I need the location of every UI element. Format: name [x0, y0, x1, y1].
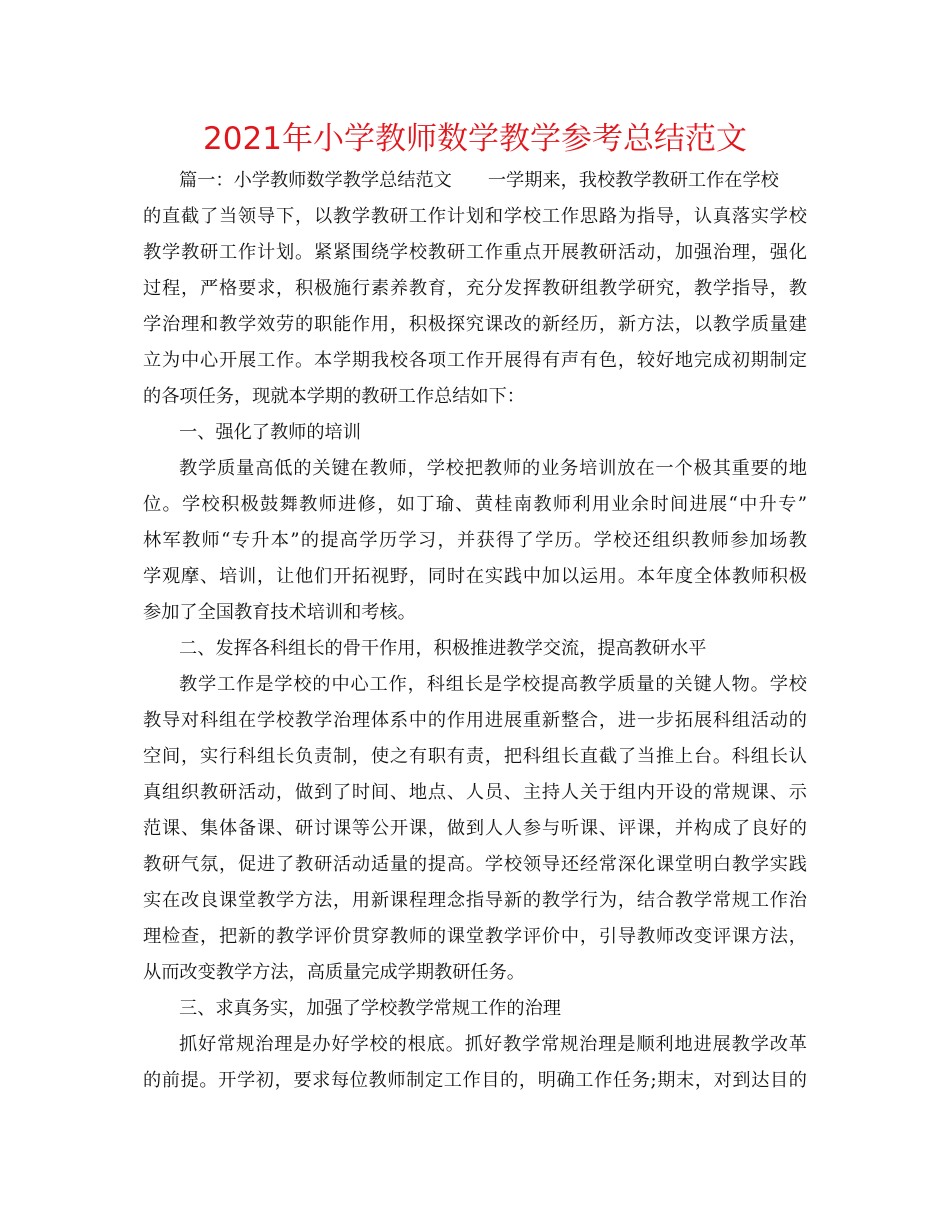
paragraph-line: 教学质量高低的关键在教师，学校把教师的业务培训放在一个极其重要的地 [179, 458, 807, 479]
paragraph-line: 教学工作是学校的中心工作，科组长是学校提高教学质量的关键人物。学校 [179, 674, 807, 695]
paragraph-line: 位。学校积极鼓舞教师进修，如丁瑜、黄桂南教师利用业余时间进展“中升专” [143, 494, 807, 515]
paragraph-line: 参加了全国教育技术培训和考核。 [143, 602, 416, 623]
paragraph-line: 过程，严格要求，积极施行素养教育，充分发挥教研组教学研究，教学指导，教 [143, 278, 807, 299]
paragraph-line: 空间，实行科组长负责制，使之有职有责，把科组长直截了当推上台。科组长认 [143, 746, 807, 767]
paragraph-line: 立为中心开展工作。本学期我校各项工作开展得有声有色，较好地完成初期制定 [143, 350, 807, 371]
paragraph-line: 的各项任务，现就本学期的教研工作总结如下： [143, 386, 525, 407]
paragraph-line: 抓好常规治理是办好学校的根底。抓好教学常规治理是顺利地进展教学改革 [179, 1034, 807, 1055]
paragraph-line: 教学教研工作计划。紧紧围绕学校教研工作重点开展教研活动，加强治理，强化 [143, 242, 807, 263]
paragraph-line: 实在改良课堂教学方法，用新课程理念指导新的教学行为，结合教学常规工作治 [143, 890, 807, 911]
paragraph-line: 理检查，把新的教学评价贯穿教师的课堂教学评价中，引导教师改变评课方法， [143, 926, 807, 947]
paragraph-line: 真组织教研活动，做到了时间、地点、人员、主持人关于组内开设的常规课、示 [143, 782, 807, 803]
section-heading: 三、求真务实，加强了学校教学常规工作的治理 [179, 998, 561, 1019]
paragraph-line: 范课、集体备课、研讨课等公开课，做到人人参与听课、评课，并构成了良好的 [143, 818, 807, 839]
paragraph-line: 学治理和教学效劳的职能作用，积极探究课改的新经历，新方法，以教学质量建 [143, 314, 807, 335]
intro-first-line-text: 一学期来，我校教学教研工作在学校 [487, 170, 779, 191]
paragraph-line: 林军教师“专升本”的提高学历学习，并获得了学历。学校还组织教师参加场教 [143, 530, 807, 551]
paragraph-line: 从而改变教学方法，高质量完成学期教研任务。 [143, 962, 525, 983]
paragraph-line: 学观摩、培训，让他们开拓视野，同时在实践中加以运用。本年度全体教师积极 [143, 566, 807, 587]
section-heading: 二、发挥各科组长的骨干作用，积极推进教学交流，提高教研水平 [179, 638, 707, 659]
document-body [143, 163, 807, 1099]
paragraph-line: 教研气氛，促进了教研活动适量的提高。学校领导还经常深化课堂明白教学实践 [143, 854, 807, 875]
section-heading: 一、强化了教师的培训 [179, 422, 361, 443]
paragraph-line: 的前提。开学初，要求每位教师制定工作目的，明确工作任务;期末，对到达目的 [143, 1070, 807, 1091]
paragraph-line: 的直截了当领导下，以教学教研工作计划和学校工作思路为指导，认真落实学校 [143, 206, 807, 227]
document-title: 2021年小学教师数学教学参考总结范文 [203, 121, 747, 157]
intro-label: 篇一：小学教师数学教学总结范文 [179, 170, 452, 191]
intro-first-line [143, 163, 807, 199]
paragraph-line: 教导对科组在学校教学治理体系中的作用进展重新整合，进一步拓展科组活动的 [143, 710, 807, 731]
